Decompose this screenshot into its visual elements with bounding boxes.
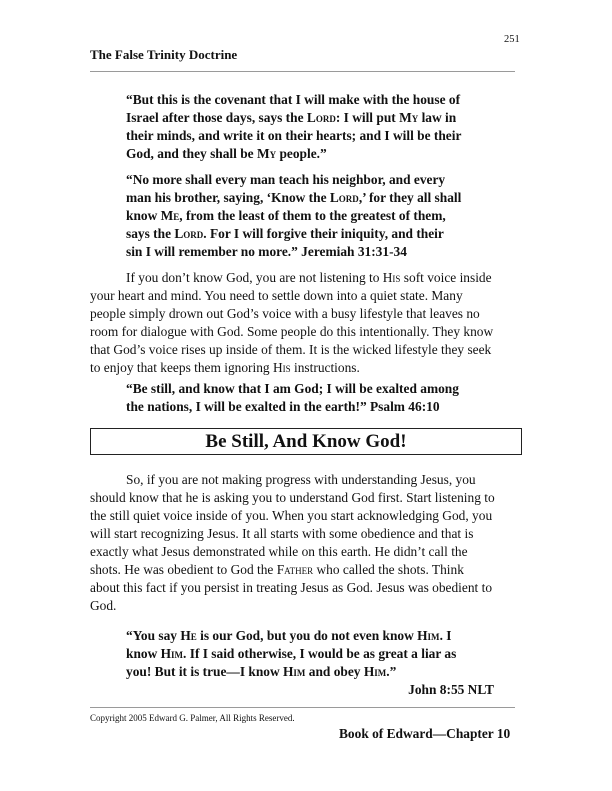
text: room for dialogue with God. Some people do this intentionally. They know bbox=[90, 324, 494, 339]
text: and obey bbox=[305, 664, 364, 679]
text: Israel after those days, says the bbox=[126, 110, 307, 125]
small-caps-text: Him bbox=[160, 646, 184, 661]
text: is our God, but you do not even know bbox=[196, 628, 418, 643]
small-caps-text: Father bbox=[276, 562, 314, 577]
paragraph-line bbox=[90, 507, 520, 525]
quote-line bbox=[126, 243, 498, 261]
text: exactly what Jesus demonstrated while on this earth. He didn’t call the bbox=[90, 544, 468, 559]
small-caps-text: He bbox=[180, 628, 197, 643]
paragraph-line bbox=[90, 341, 520, 359]
quote-line bbox=[126, 109, 498, 127]
text: : I will put bbox=[335, 110, 400, 125]
text: sin I will remember no more.” Jeremiah 31:31-34 bbox=[126, 244, 407, 259]
quote-line bbox=[126, 91, 498, 109]
running-head: The False Trinity Doctrine bbox=[90, 47, 238, 62]
text: the nations, I will be exalted in the earth!” Psalm 46:10 bbox=[126, 399, 440, 414]
paragraph-line bbox=[90, 323, 520, 341]
text: “You say bbox=[126, 628, 181, 643]
paragraph-line bbox=[90, 269, 520, 287]
quote-line bbox=[126, 398, 498, 416]
text: “No more shall every man teach his neighbor, and every bbox=[126, 172, 446, 187]
quote-line bbox=[126, 145, 498, 163]
text: the still quiet voice inside of you. When you start acknowledging God, you bbox=[90, 508, 493, 523]
text: If you don’t know God, you are not listening to bbox=[126, 270, 383, 285]
small-caps-text: Him bbox=[417, 628, 440, 643]
paragraph-line bbox=[90, 597, 520, 615]
text: soft voice inside bbox=[400, 270, 492, 285]
text: your heart and mind. You need to settle down into a quiet state. Many bbox=[90, 288, 463, 303]
text: So, if you are not making progress with understanding Jesus, you bbox=[126, 472, 476, 487]
paragraph-line bbox=[90, 543, 520, 561]
text: law in bbox=[418, 110, 457, 125]
text: you! But it is true—I know bbox=[126, 664, 283, 679]
text: their minds, and write it on their hearts; and I will be their bbox=[126, 128, 462, 143]
paragraph-progress bbox=[90, 471, 520, 615]
paragraph-line bbox=[90, 359, 520, 377]
quote-line bbox=[126, 171, 498, 189]
section-heading: Be Still, And Know God! bbox=[90, 428, 522, 455]
text: ,’ for they all shall bbox=[358, 190, 462, 205]
quote-line bbox=[126, 645, 498, 663]
text: .” bbox=[386, 664, 397, 679]
copyright-notice: Copyright 2005 Edward G. Palmer, All Rights Reserved. bbox=[90, 713, 295, 723]
text: , from the least of them to the greatest of them, bbox=[179, 208, 446, 223]
paragraph-line bbox=[90, 471, 520, 489]
paragraph-line bbox=[90, 579, 520, 597]
text: should know that he is asking you to understand God first. Start listening to bbox=[90, 490, 495, 505]
text: know bbox=[126, 208, 161, 223]
footer-chapter-title: Book of Edward—Chapter 10 bbox=[339, 726, 511, 741]
paragraph-listening bbox=[90, 269, 520, 377]
text: God. bbox=[90, 598, 117, 613]
quote-jeremiah-covenant bbox=[126, 91, 498, 163]
small-caps-text: Lord bbox=[174, 226, 204, 241]
quote-john bbox=[126, 627, 498, 699]
paragraph-line bbox=[90, 561, 520, 579]
quote-line bbox=[126, 189, 498, 207]
text: “Be still, and know that I am God; I will be exalted among bbox=[126, 381, 459, 396]
paragraph-line bbox=[90, 287, 520, 305]
text: . For I will forgive their iniquity, and their bbox=[203, 226, 444, 241]
text: who called the shots. Think bbox=[313, 562, 464, 577]
page-number: 251 bbox=[504, 34, 520, 45]
text: God, and they shall be bbox=[126, 146, 257, 161]
text: . I bbox=[439, 628, 452, 643]
small-caps-text: Him bbox=[283, 664, 306, 679]
text: says the bbox=[126, 226, 175, 241]
text: “But this is the covenant that I will make with the house of bbox=[126, 92, 461, 107]
text: that God’s voice rises up inside of them. It is the wicked lifestyle they seek bbox=[90, 342, 492, 357]
text: will start recognizing Jesus. It all starts with some obedience and that is bbox=[90, 526, 474, 541]
small-caps-text: My bbox=[399, 110, 419, 125]
text: instructions. bbox=[290, 360, 360, 375]
quote-line bbox=[126, 207, 498, 225]
text: man his brother, saying, ‘Know the bbox=[126, 190, 330, 205]
text: . If I said otherwise, I would be as great a liar as bbox=[183, 646, 457, 661]
text: shots. He was obedient to God the bbox=[90, 562, 277, 577]
text: people simply drown out God’s voice with a busy lifestyle that leaves no bbox=[90, 306, 480, 321]
quote-line bbox=[126, 380, 498, 398]
header-rule bbox=[90, 71, 515, 72]
text: to enjoy that keeps them ignoring bbox=[90, 360, 273, 375]
paragraph-line bbox=[90, 525, 520, 543]
text: John 8:55 NLT bbox=[408, 682, 494, 697]
quote-line bbox=[126, 127, 498, 145]
small-caps-text: My bbox=[256, 146, 277, 161]
text: people.” bbox=[276, 146, 327, 161]
quote-line bbox=[126, 627, 498, 645]
text: know bbox=[126, 646, 161, 661]
small-caps-text: Me bbox=[160, 208, 180, 223]
quote-line bbox=[126, 225, 498, 243]
paragraph-line bbox=[90, 489, 520, 507]
small-caps-text: Him bbox=[363, 664, 387, 679]
small-caps-text: Lord bbox=[329, 190, 359, 205]
footer-rule bbox=[90, 707, 515, 708]
small-caps-text: His bbox=[382, 270, 401, 285]
text: about this fact if you persist in treating Jesus as God. Jesus was obedient to bbox=[90, 580, 493, 595]
small-caps-text: Lord bbox=[306, 110, 336, 125]
quote-jeremiah-know-the-lord bbox=[126, 171, 498, 261]
quote-line bbox=[126, 663, 498, 681]
quote-citation bbox=[126, 681, 498, 699]
small-caps-text: His bbox=[272, 360, 291, 375]
quote-psalm bbox=[126, 380, 498, 416]
paragraph-line bbox=[90, 305, 520, 323]
